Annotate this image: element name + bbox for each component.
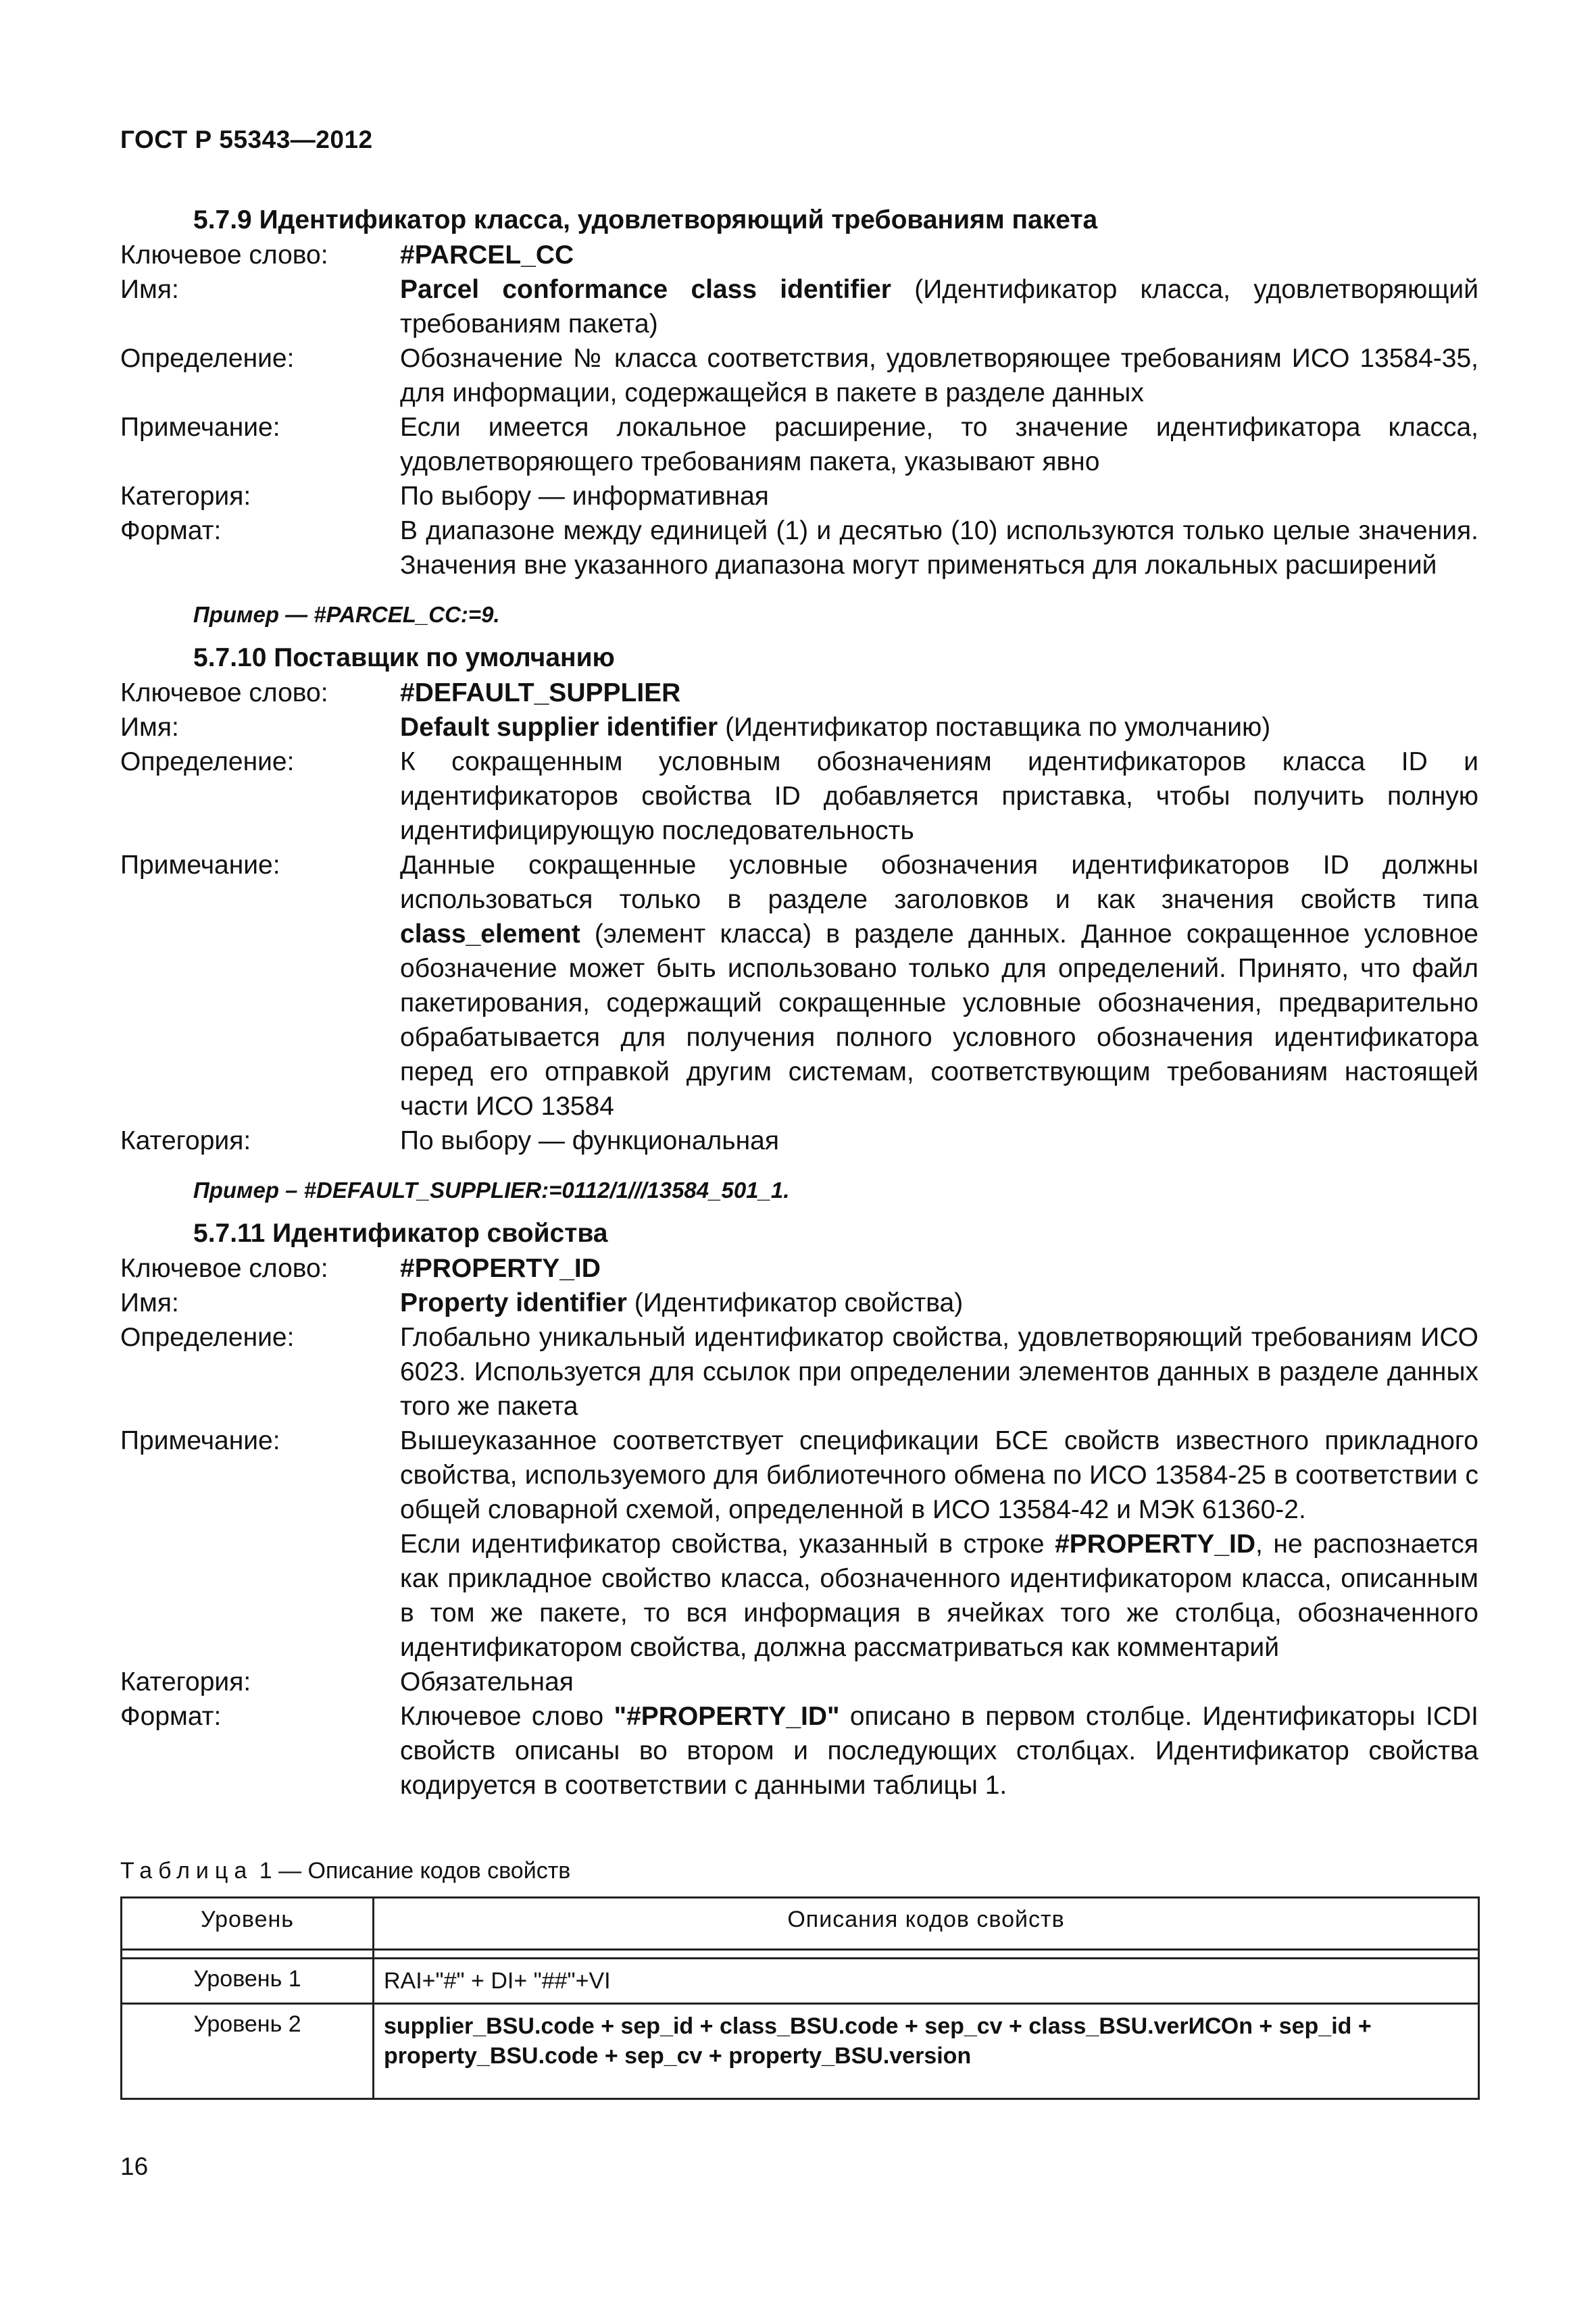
field-value <box>400 1424 1478 1665</box>
table-row <box>122 2004 1479 2099</box>
field-value: По выбору — функциональная <box>400 1126 779 1155</box>
field-value: Глобально уникальный идентификатор свойства, удовлетворяющий требованиям ИСО 6023. Используется для ссылок при определении элементов данных в разделе данных того же пакета <box>400 1323 1478 1421</box>
field-label: Ключевое слово: <box>120 241 328 270</box>
name-field <box>120 272 1478 341</box>
field-label: Имя: <box>120 1288 179 1317</box>
field-label: Ключевое слово: <box>120 1254 328 1283</box>
field-label: Определение: <box>120 1323 295 1352</box>
field-value: Если имеется локальное расширение, то значение идентификатора класса, удовлетворяющего требованиям пакета, указывают явно <box>400 413 1478 476</box>
field-label: Категория: <box>120 1126 251 1155</box>
note-text-b: , не распознается как прикладное свойство класса, обозначенного идентификатором класса, описанным в том же пакете, то вся информация в ячейках того же столбца, обозначенного идентификатором свойства, должна рассматриваться как комментарий <box>400 1530 1479 1662</box>
field-label: Категория: <box>120 1667 251 1696</box>
format-text-b: описано в первом столбце. Идентификаторы ICDI свойств описаны во втором и последующих столбцах. Идентификатор свойства кодируется в соответствии с данными таблицы 1. <box>400 1702 1478 1800</box>
name-bold: Parcel conformance class identifier <box>400 275 891 304</box>
name-field <box>120 1286 1478 1320</box>
note-paragraph-2 <box>400 1527 1478 1665</box>
field-label: Категория: <box>120 482 251 511</box>
note-text-b: (элемент класса) в разделе данных. Данное сокращенное условное обозначение может быть использовано только для определений. Принято, что файл пакетирования, содержащий сокращенные условные обозначения, предварительно обрабатывается для получения полного условного обозначения идентификатора перед его отправкой другим системам, соответствующим требованиям настоящей части ИСО 13584 <box>400 920 1478 1121</box>
document-id: ГОСТ Р 55343—2012 <box>120 126 373 153</box>
note-text-a: Данные сокращенные условные обозначения идентификаторов ID должны использоваться только в разделе заголовков и как значения свойств типа <box>400 851 1478 914</box>
table-header-row <box>122 1898 1479 1950</box>
field-value: #PROPERTY_ID <box>400 1254 601 1283</box>
note-bold: #PROPERTY_ID <box>1055 1530 1256 1559</box>
note-field <box>120 848 1478 1124</box>
table-header-desc: Описания кодов свойств <box>374 1898 1479 1950</box>
field-value <box>400 1699 1478 1803</box>
keyword-field <box>120 676 1478 710</box>
field-value: В диапазоне между единицей (1) и десятью (10) используются только целые значения. Значения вне указанного диапазона могут применяться для локальных расширений <box>400 516 1478 580</box>
section-title: 5.7.10 Поставщик по умолчанию <box>193 643 615 672</box>
field-value: Обязательная <box>400 1667 574 1696</box>
field-label: Определение: <box>120 344 295 373</box>
field-value: К сокращенным условным обозначениям идентификаторов класса ID и идентификаторов свойства ID добавляется приставка, чтобы получить полную идентифицирующую последовательность <box>400 747 1478 845</box>
name-rest: (Идентификатор поставщика по умолчанию) <box>718 713 1271 742</box>
format-text-a: Ключевое слово <box>400 1702 614 1731</box>
example-line: Пример — #PARCEL_CC:=9. <box>193 602 500 627</box>
category-field <box>120 1665 1478 1699</box>
field-value: Обозначение № класса соответствия, удовлетворяющее требованиям ИСО 13584-35, для информации, содержащейся в пакете в разделе данных <box>400 344 1478 407</box>
note-field <box>120 410 1478 479</box>
keyword-field <box>120 1251 1478 1286</box>
table-cell-level: Уровень 1 <box>122 1959 374 2004</box>
page-number: 16 <box>120 2153 149 2180</box>
category-field <box>120 479 1478 513</box>
property-codes-table <box>120 1896 1480 2100</box>
definition-field <box>120 745 1478 848</box>
field-label: Определение: <box>120 747 295 776</box>
note-text-a: Если идентификатор свойства, указанный в строке <box>400 1530 1055 1559</box>
table-cell-level: Уровень 2 <box>122 2004 374 2099</box>
field-value: #DEFAULT_SUPPLIER <box>400 678 681 707</box>
field-label: Имя: <box>120 275 179 304</box>
field-label: Формат: <box>120 516 222 545</box>
name-bold: Property identifier <box>400 1288 627 1317</box>
table-header-level: Уровень <box>122 1898 374 1950</box>
table-caption-rest: 1 — Описание кодов свойств <box>253 1858 571 1884</box>
note-field <box>120 1424 1478 1665</box>
table-spacer-cell <box>374 1950 1479 1959</box>
field-label: Ключевое слово: <box>120 678 328 707</box>
definition-field <box>120 341 1478 410</box>
field-value <box>400 272 1478 341</box>
table-spacer-cell <box>122 1950 374 1959</box>
section-title: 5.7.11 Идентификатор свойства <box>193 1219 608 1248</box>
document-body <box>120 203 1478 1803</box>
field-label: Примечание: <box>120 1426 280 1455</box>
field-label: Имя: <box>120 713 179 742</box>
field-value <box>400 1286 1478 1320</box>
table-caption-word: Таблица <box>120 1858 253 1884</box>
section-title: 5.7.9 Идентификатор класса, удовлетворяющий требованиям пакета <box>193 205 1098 234</box>
table-cell-desc: supplier_BSU.code + sep_id + class_BSU.code + sep_cv + class_BSU.verИСОn + sep_id + property_BSU.code + sep_cv + property_BSU.version <box>374 2004 1479 2099</box>
field-label: Примечание: <box>120 851 280 880</box>
definition-field <box>120 1320 1478 1424</box>
note-paragraph-1: Вышеуказанное соответствует спецификации БСЕ свойств известного прикладного свойства, используемого для библиотечного обмена по ИСО 13584-25 в соответствии с общей словарной схемой, определенной в ИСО 13584-42 и МЭК 61360-2. <box>400 1426 1478 1524</box>
format-bold: "#PROPERTY_ID" <box>614 1702 840 1731</box>
format-field <box>120 1699 1478 1803</box>
name-rest: (Идентификатор класса, удовлетворяющий требованиям пакета) <box>400 275 1478 338</box>
field-label: Формат: <box>120 1702 222 1731</box>
name-field <box>120 710 1478 745</box>
note-bold: class_element <box>400 920 580 949</box>
name-rest: (Идентификатор свойства) <box>626 1288 964 1317</box>
example-line: Пример – #DEFAULT_SUPPLIER:=0112/1///13584_501_1. <box>193 1178 790 1203</box>
table-caption <box>120 1856 570 1886</box>
name-bold: Default supplier identifier <box>400 713 718 742</box>
format-field <box>120 513 1478 582</box>
field-label: Примечание: <box>120 413 280 442</box>
table-cell-desc: RAI+"#" + DI+ "##"+VI <box>374 1959 1479 2004</box>
field-value: По выбору — информативная <box>400 482 769 511</box>
field-value: #PARCEL_CC <box>400 241 574 270</box>
keyword-field <box>120 238 1478 272</box>
table-spacer-row <box>122 1950 1479 1959</box>
table-row <box>122 1959 1479 2004</box>
field-value <box>400 710 1478 745</box>
field-value <box>400 848 1478 1124</box>
category-field <box>120 1124 1478 1158</box>
